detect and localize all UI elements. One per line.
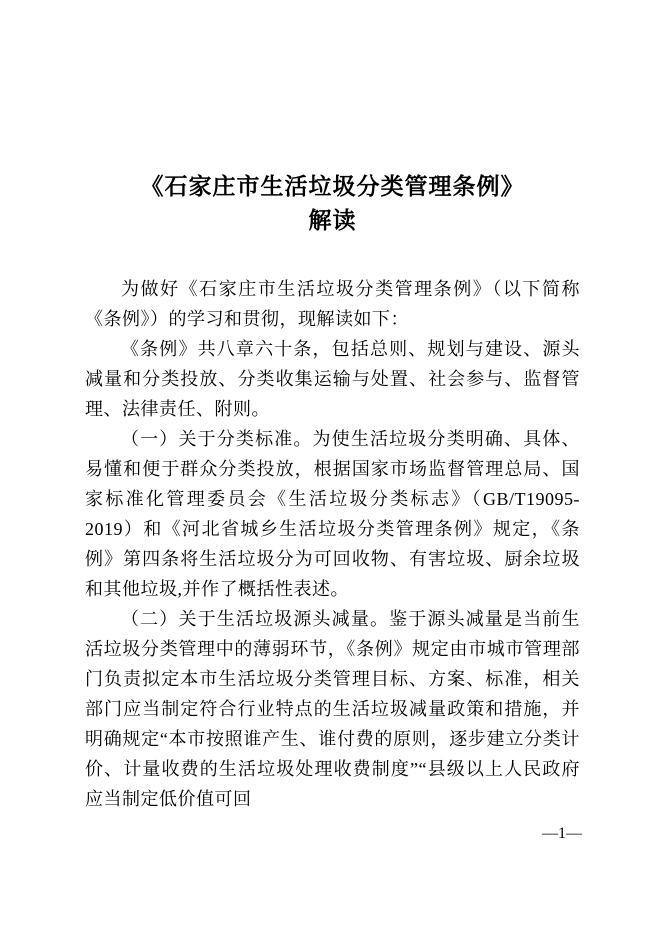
title-line-2: 解读 bbox=[308, 208, 357, 233]
paragraph-intro: 为做好《石家庄市生活垃圾分类管理条例》（以下简称《条例》）的学习和贯彻，现解读如下： bbox=[85, 279, 580, 329]
title-line-1: 《石家庄市生活垃圾分类管理条例》 bbox=[140, 174, 525, 199]
paragraph-section-2: （二）关于生活垃圾源头减量。鉴于源头减量是当前生活垃圾分类管理中的薄弱环节，《条例》规定由市城市管理部门负责拟定本市生活垃圾分类管理目标、方案、标准，相关部门应当制定符合行业特点的生活垃圾减量政策和措施，并明确规定“本市按照谁产生、谁付费的原则，逐步建立分类计价、计量收费的生活垃圾处理收费制度”“县级以上人民政府应当制定低价值可回 bbox=[85, 609, 580, 809]
page-footer bbox=[542, 824, 582, 844]
document-title bbox=[85, 170, 580, 238]
document-body bbox=[85, 274, 580, 814]
paragraph-overview: 《条例》共八章六十条，包括总则、规划与建设、源头减量和分类投放、分类收集运输与处置、社会参与、监督管理、法律责任、附则。 bbox=[85, 339, 580, 419]
page-number: —1— bbox=[542, 825, 582, 842]
paragraph-section-1: （一）关于分类标准。为使生活垃圾分类明确、具体、易懂和便于群众分类投放，根据国家市场监督管理总局、国家标准化管理委员会《生活垃圾分类标志》（GB/T19095-2019）和《河北省城乡生活垃圾分类管理条例》规定，《条例》第四条将生活垃圾分为可回收物、有害垃圾、厨余垃圾和其他垃圾,并作了概括性表述。 bbox=[85, 429, 580, 599]
